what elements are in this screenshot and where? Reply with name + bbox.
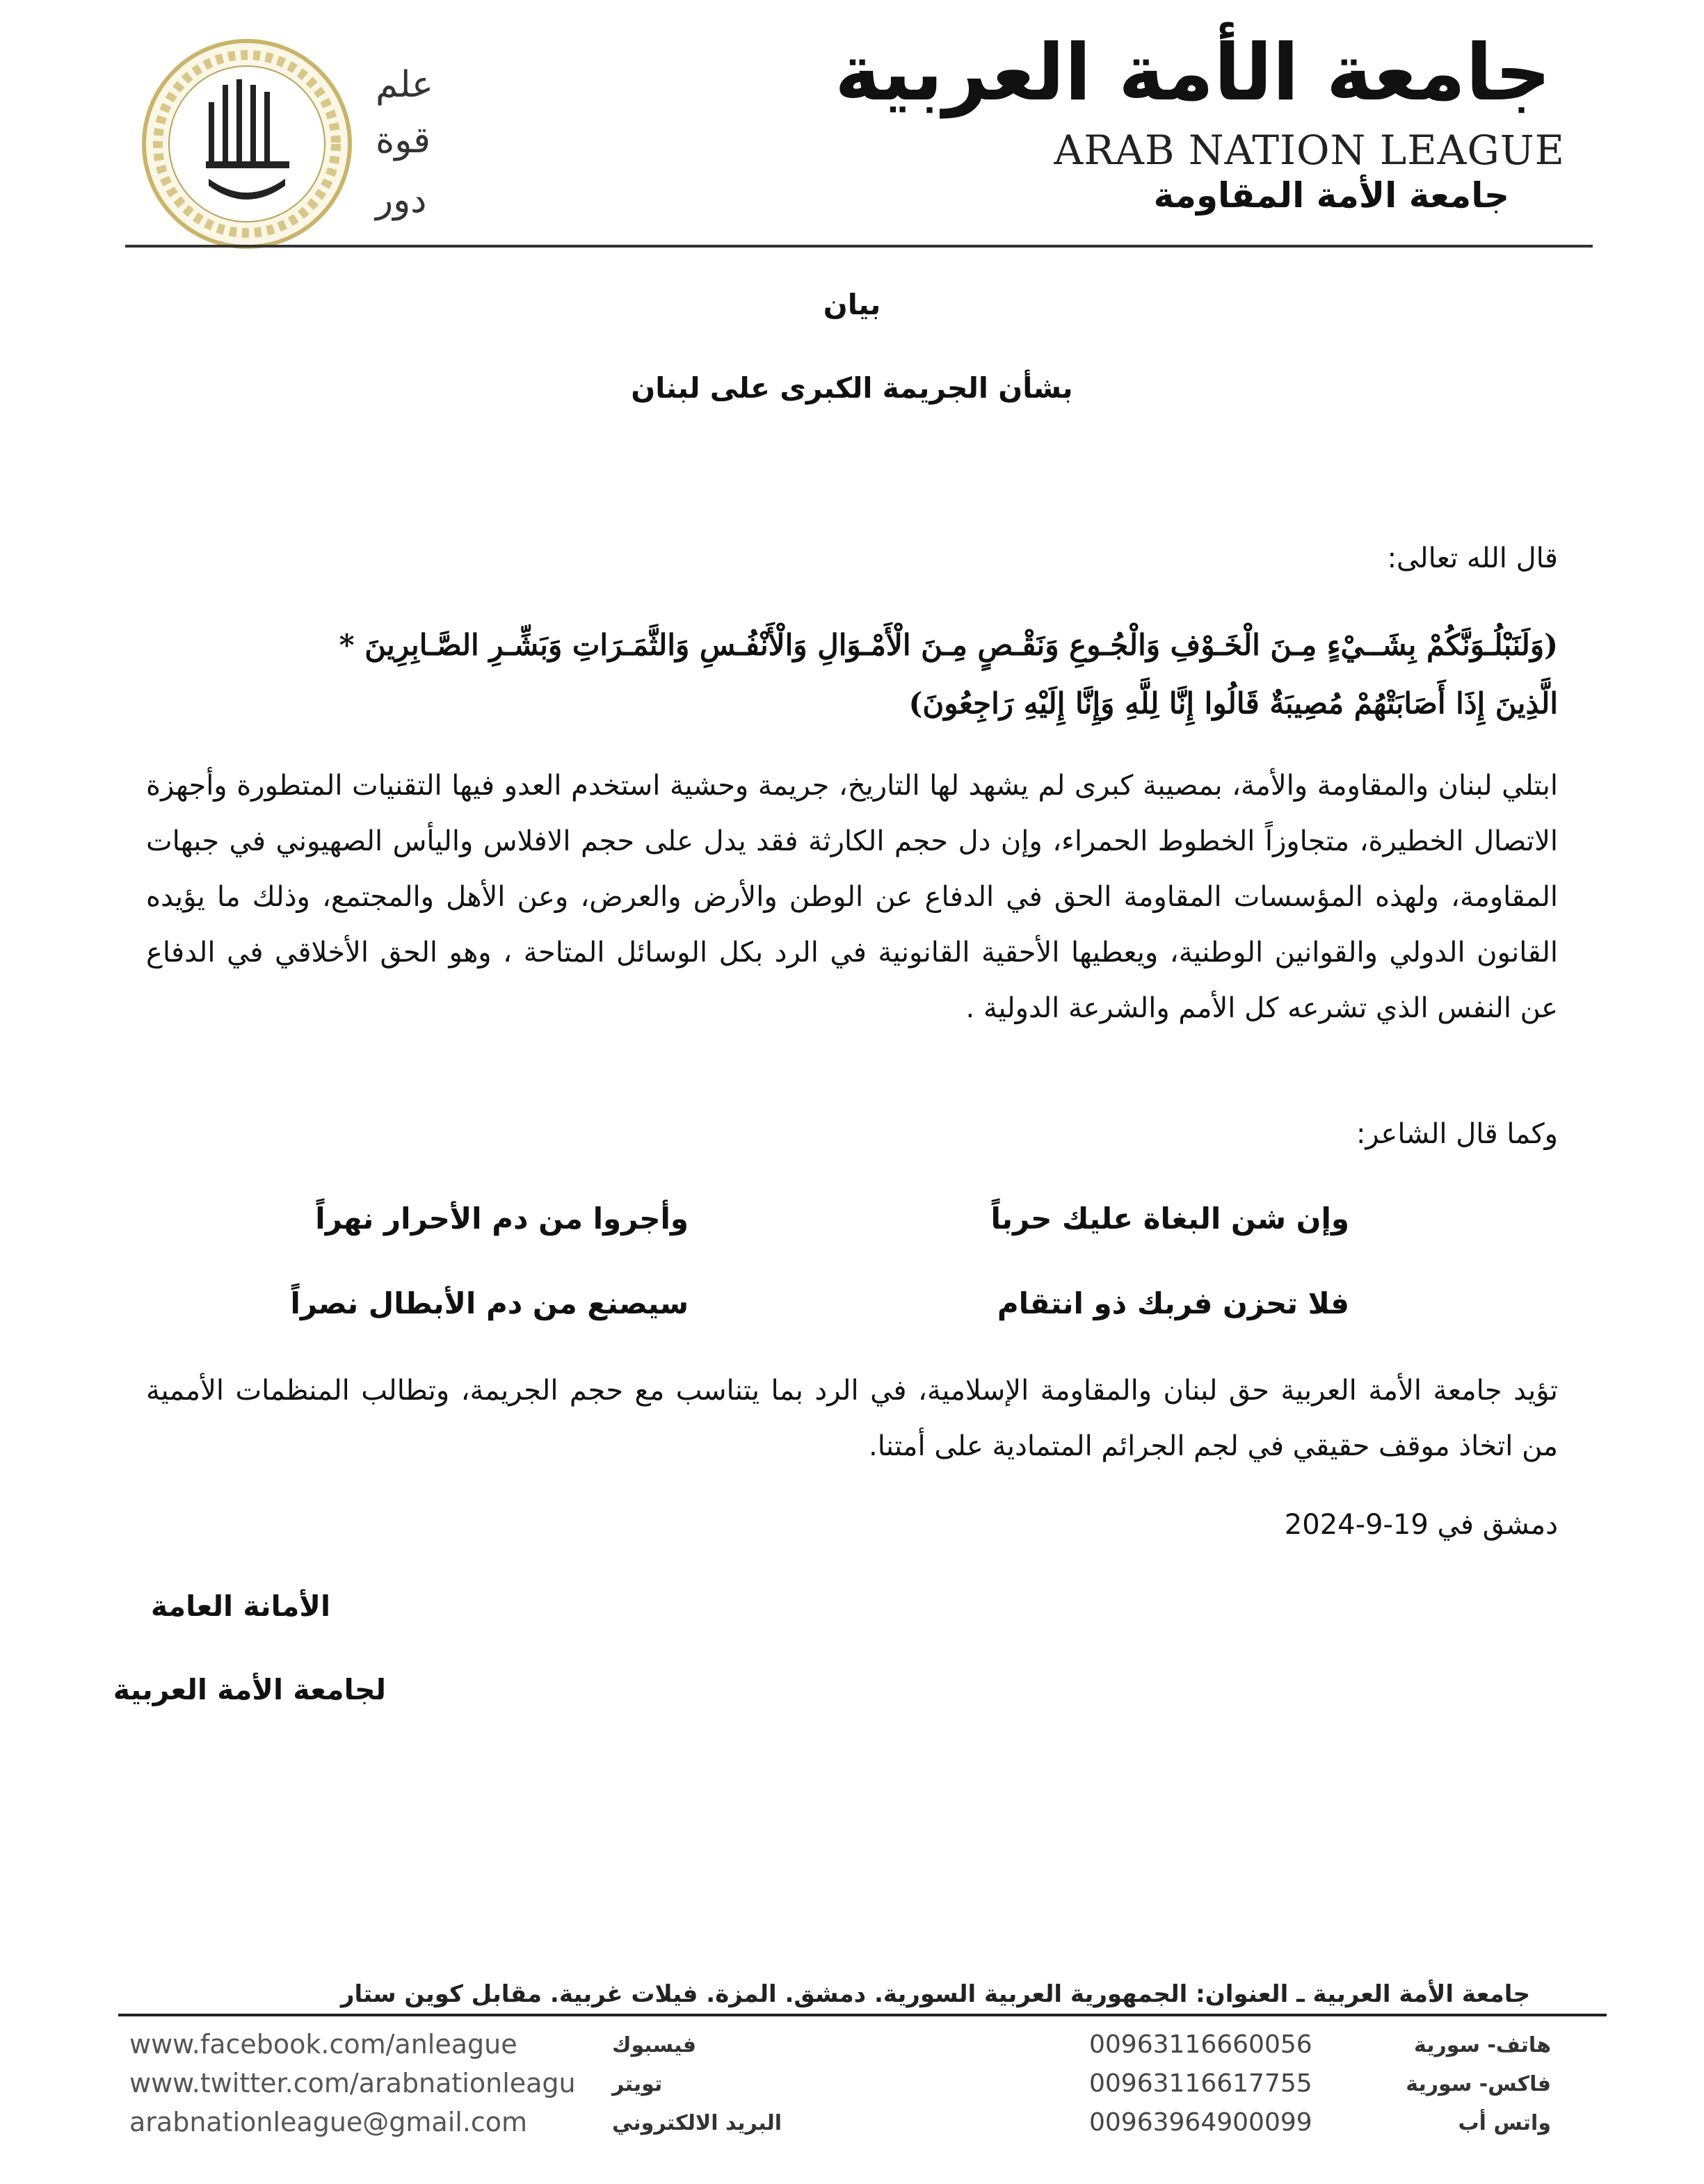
footer-email-label: البريد الالكتروني	[612, 2111, 782, 2135]
footer-phone-number: 00963116660056	[1089, 2030, 1312, 2059]
organization-logo	[139, 36, 355, 252]
header-divider	[125, 245, 1593, 248]
statement-paragraph-1: ابتلي لبنان والمقاومة والأمة، بمصيبة كبرى لم يشهد لها التاريخ، جريمة وحشية استخدم العدو فيها التقنيات المتطورة وأجهزة الاتصال الخطيرة، متجاوزاً الخطوط الحمراء، وإن دل حجم الكارثة فقد يدل على حجم الافلاس واليأس الصهيوني في جبهات المقاومة، ولهذه المؤسسات المقاومة الحق في الدفاع عن الوطن والأرض والعرض، وعن الأهل والمجتمع، وذلك ما يؤيده القانون الدولي والقوانين الوطنية، ويعطيها الأحقية القانونية في الرد بكل الوسائل المتاحة ، وهو الحق الأخلاقي في الدفاع عن النفس الذي تشرعه كل الأمم والشرعة الدولية .	[146, 770, 1558, 1024]
organization-subtitle: جامعة الأمة المقاومة	[1153, 175, 1509, 216]
document-title: بيان	[823, 288, 881, 321]
poem-line-2-right: فلا تحزن فربك ذو انتقام	[997, 1286, 1349, 1320]
footer-email-link[interactable]: arabnationleague@gmail.com	[129, 2107, 528, 2137]
footer-facebook-link[interactable]: www.facebook.com/anleague	[129, 2029, 517, 2060]
footer-fax-number: 00963116617755	[1089, 2069, 1312, 2098]
wreath-emblem-icon	[139, 36, 355, 252]
document-subtitle: بشأن الجريمة الكبرى على لبنان	[631, 371, 1073, 405]
footer-whatsapp-number: 00963964900099	[1089, 2108, 1312, 2137]
quran-verse-line-2: الَّذِينَ إِذَا أَصَابَتْهُمْ مُصِيبَةٌ قَالُوا إِنَّا لِلَّهِ وَإِنَّا إِلَيْهِ رَاجِعُونَ)	[908, 686, 1558, 720]
footer-twitter-label: تويتر	[612, 2072, 663, 2096]
poem-line-1-right: وإن شن البغاة عليك حرباً	[990, 1202, 1349, 1236]
poet-intro: وكما قال الشاعر:	[1356, 1118, 1558, 1150]
footer-address: جامعة الأمة العربية ـ العنوان: الجمهورية العربية السورية. دمشق. المزة. فيلات غربية. مقابل كوين ستار	[340, 1980, 1530, 2008]
footer-fax-label: فاكس- سورية	[1406, 2072, 1551, 2096]
signature-general-secretariat: الأمانة العامة	[150, 1590, 330, 1623]
slogan-knowledge: علم	[376, 64, 433, 106]
footer-facebook-label: فيسبوك	[612, 2033, 696, 2057]
footer-twitter-link[interactable]: www.twitter.com/arabnationleagu	[129, 2068, 576, 2098]
signature-organization: لجامعة الأمة العربية	[113, 1673, 386, 1706]
organization-title-arabic: جامعة الأمة العربية	[834, 28, 1551, 118]
footer-phone-label: هاتف- سورية	[1414, 2033, 1551, 2057]
verse-intro: قال الله تعالى:	[1387, 542, 1558, 574]
footer-whatsapp-label: واتس أب	[1458, 2111, 1551, 2135]
slogan-role: دور	[376, 179, 427, 221]
poem-line-2-left: سيصنع من دم الأبطال نصراً	[290, 1286, 689, 1320]
date-line: دمشق في 19-9-2024	[1284, 1509, 1558, 1541]
slogan-strength: قوة	[376, 120, 431, 161]
quran-verse-line-1: (وَلَنَبْلُـوَنَّكُمْ بِشَــيْءٍ مِـنَ الْخَـوْفِ وَالْجُـوعِ وَنَقْـصٍ مِـنَ الْأَمْـوَالِ وَالْأَنْفُـسِ وَالثَّمَـرَاتِ وَبَشِّـرِ الصَّـابِرِينَ *	[339, 628, 1558, 662]
statement-paragraph-2: تؤيد جامعة الأمة العربية حق لبنان والمقاومة الإسلامية، في الرد بما يتناسب مع حجم الجريمة، وتطالب المنظمات الأممية من اتخاذ موقف حقيقي في لجم الجرائم المتمادية على أمتنا.	[146, 1375, 1558, 1462]
poem-line-1-left: وأجروا من دم الأحرار نهراً	[315, 1202, 689, 1236]
organization-title-english: ARAB NATION LEAGUE	[1054, 127, 1565, 174]
footer-divider	[118, 2014, 1607, 2016]
